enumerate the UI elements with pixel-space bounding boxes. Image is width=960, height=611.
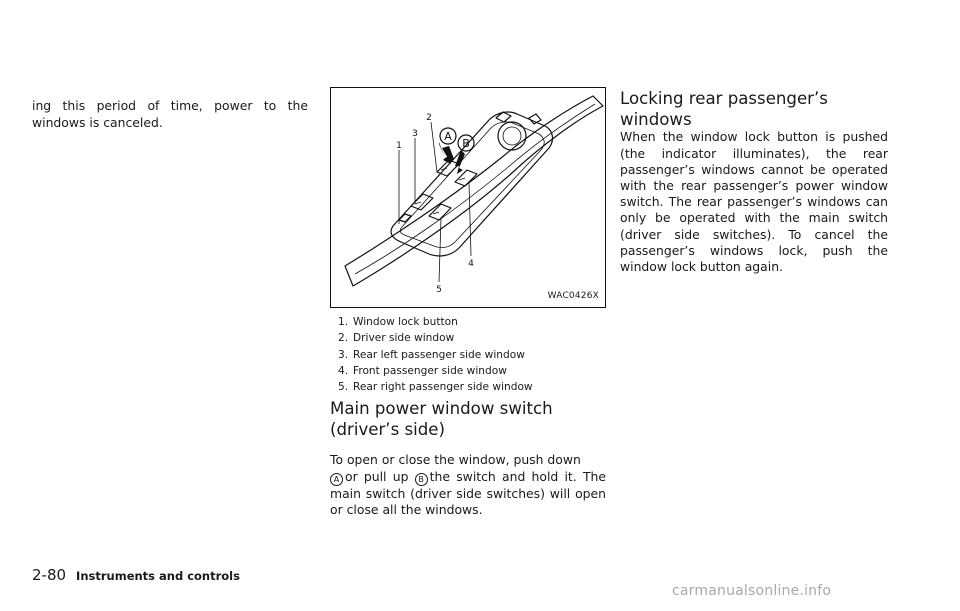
watermark: carmanualsonline.info bbox=[672, 583, 832, 599]
continued-paragraph: ing this period of time, power to the windows is canceled. bbox=[32, 98, 308, 130]
callout-3: 3 bbox=[412, 129, 418, 139]
main-switch-paragraph bbox=[330, 452, 606, 518]
footer-section-title: Instruments and controls bbox=[76, 569, 240, 583]
callout-4: 4 bbox=[468, 259, 474, 269]
caption-item bbox=[338, 363, 606, 379]
lock-paragraph: When the window lock button is pushed (the indicator illuminates), the rear passenger’s windows cannot be operated with the rear passenger’s power window switch. The rear passenger’s windows can only be operated with the main switch (driver side switches). To cancel the passenger’s windows lock, push the window lock button again. bbox=[620, 129, 888, 275]
window-switch-illustration bbox=[330, 87, 606, 308]
caption-item bbox=[338, 347, 606, 363]
caption-number: 5. bbox=[338, 381, 349, 394]
arrow-label-b: B bbox=[462, 137, 470, 150]
caption-number: 1. bbox=[338, 316, 349, 328]
main-switch-text-3: the switch and hold it. The main switch (driver side switches) will open or close all the windows. bbox=[330, 468, 606, 517]
caption-item bbox=[338, 379, 606, 395]
caption-text: Driver side window bbox=[353, 332, 455, 345]
caption-text: Window lock button bbox=[353, 316, 458, 328]
switch-panel-drawing bbox=[331, 88, 606, 308]
figure-code: WAC0426X bbox=[547, 291, 599, 301]
caption-text: Rear right passenger side window bbox=[353, 381, 533, 394]
callout-2: 2 bbox=[426, 113, 432, 123]
symbol-b-icon: B bbox=[415, 473, 428, 486]
caption-text: Rear left passenger side window bbox=[353, 348, 525, 361]
caption-text: Front passenger side window bbox=[353, 364, 507, 377]
main-switch-text-2: or pull up bbox=[345, 468, 409, 484]
main-switch-text-1: To open or close the window, push down bbox=[330, 452, 581, 468]
callout-1: 1 bbox=[396, 141, 402, 151]
caption-number: 3. bbox=[338, 348, 349, 361]
page-number: 2-80 bbox=[32, 566, 67, 584]
caption-number: 2. bbox=[338, 332, 349, 345]
arrow-label-a: A bbox=[444, 130, 452, 143]
caption-number: 4. bbox=[338, 364, 349, 377]
page-footer bbox=[32, 566, 240, 584]
figure-captions bbox=[338, 314, 606, 395]
caption-item bbox=[338, 330, 606, 346]
caption-item bbox=[338, 314, 606, 330]
section-heading-main-switch: Main power window switch (driver’s side) bbox=[330, 399, 553, 439]
callout-5: 5 bbox=[436, 285, 442, 295]
section-heading-lock: Locking rear passenger’s windows bbox=[620, 89, 828, 129]
symbol-a-icon: A bbox=[330, 473, 343, 486]
